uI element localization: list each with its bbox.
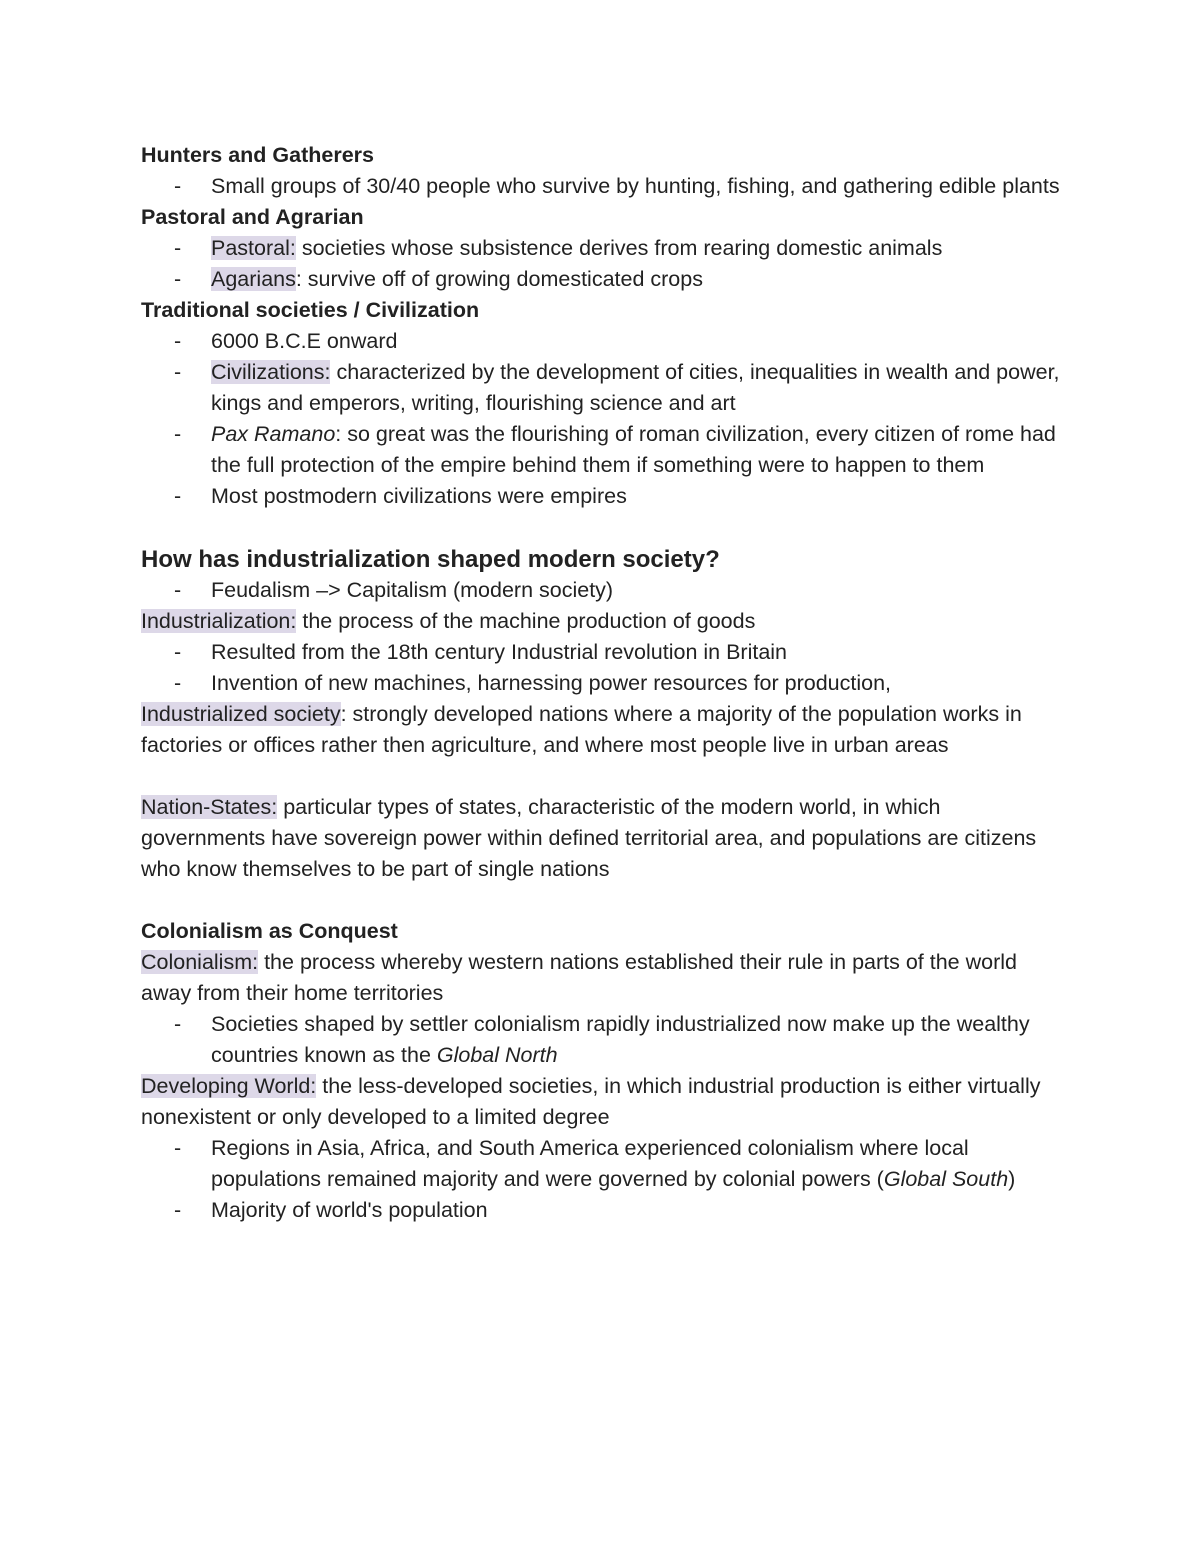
bullet-item [141, 326, 1061, 357]
highlighted-term: Civilizations: [211, 360, 331, 384]
bullet-dash: - [174, 671, 182, 695]
bullet-text: : survive off of growing domesticated crops [295, 267, 703, 291]
definition-text: : strongly developed nations where a majority of the population works in factories or offices rather then agriculture, and where most people live in urban areas [141, 702, 1022, 757]
bullet-dash: - [174, 484, 182, 508]
document-body [141, 140, 1061, 1226]
bullet-dash: - [174, 1136, 182, 1160]
bullet-item [141, 171, 1061, 202]
bullet-item [141, 637, 1061, 668]
bullet-item [141, 481, 1061, 512]
bullet-item [141, 575, 1061, 606]
definition-text: the less-developed societies, in which industrial production is either virtually nonexistent or only developed to a limited degree [141, 1074, 1041, 1129]
bullet-item [141, 264, 1061, 295]
highlighted-term: Developing World: [141, 1074, 317, 1098]
bullet-item [141, 668, 1061, 699]
bullet-dash: - [174, 329, 182, 353]
definition-text: particular types of states, characteristic of the modern world, in which governments have sovereign power within defined territorial area, and populations are citizens who know themselves to be part of single nations [141, 795, 1037, 881]
definition-paragraph [141, 699, 1061, 761]
highlighted-term: Industrialized society [141, 702, 341, 726]
highlighted-term: Agarians [211, 267, 296, 291]
spacer [141, 761, 1061, 792]
bullet-text: Regions in Asia, Africa, and South America experienced colonialism where local populations remained majority and were governed by colonial powers ( [211, 1136, 969, 1191]
bullet-text: 6000 B.C.E onward [211, 329, 398, 353]
bullet-dash: - [174, 1198, 182, 1222]
italic-term: Global South [883, 1167, 1009, 1191]
definition-text: the process whereby western nations established their rule in parts of the world away from their home territories [141, 950, 1017, 1005]
definition-paragraph [141, 1071, 1061, 1133]
heading-traditional-societies: Traditional societies / Civilization [141, 298, 480, 322]
bullet-item [141, 357, 1061, 419]
heading-pastoral-agrarian: Pastoral and Agrarian [141, 205, 364, 229]
bullet-text: Invention of new machines, harnessing power resources for production, [211, 671, 892, 695]
highlighted-term: Nation-States: [141, 795, 278, 819]
highlighted-term: Pastoral: [211, 236, 296, 260]
bullet-dash: - [174, 174, 182, 198]
bullet-text: Small groups of 30/40 people who survive by hunting, fishing, and gathering edible plants [211, 174, 1060, 198]
bullet-dash: - [174, 640, 182, 664]
bullet-item [141, 1133, 1061, 1195]
highlighted-term: Industrialization: [141, 609, 297, 633]
bullet-item [141, 233, 1061, 264]
definition-paragraph [141, 792, 1061, 885]
definition-text: the process of the machine production of goods [296, 609, 756, 633]
bullet-text: Most postmodern civilizations were empires [211, 484, 627, 508]
spacer [141, 885, 1061, 916]
bullet-text: : so great was the flourishing of roman civilization, every citizen of rome had the full protection of the empire behind them if something were to happen to them [211, 422, 1056, 477]
bullet-dash: - [174, 236, 182, 260]
bullet-item [141, 419, 1061, 481]
bullet-item [141, 1195, 1061, 1226]
highlighted-term: Colonialism: [141, 950, 259, 974]
italic-term: Pax Ramano [211, 422, 336, 446]
heading-colonialism: Colonialism as Conquest [141, 919, 398, 943]
bullet-dash: - [174, 1012, 182, 1036]
bullet-dash: - [174, 267, 182, 291]
bullet-dash: - [174, 578, 182, 602]
definition-paragraph [141, 606, 1061, 637]
italic-term: Global North [436, 1043, 558, 1067]
definition-paragraph [141, 947, 1061, 1009]
bullet-dash: - [174, 360, 182, 384]
spacer [141, 512, 1061, 544]
bullet-text: Resulted from the 18th century Industrial revolution in Britain [211, 640, 788, 664]
bullet-text: Majority of world's population [211, 1198, 488, 1222]
bullet-text: characterized by the development of cities, inequalities in wealth and power, kings and emperors, writing, flourishing science and art [211, 360, 1060, 415]
heading-industrialization-question: How has industrialization shaped modern society? [141, 546, 720, 573]
bullet-text: societies whose subsistence derives from rearing domestic animals [295, 236, 943, 260]
bullet-text-close: ) [1008, 1167, 1016, 1191]
bullet-dash: - [174, 422, 182, 446]
bullet-text: Societies shaped by settler colonialism rapidly industrialized now make up the wealthy countries known as the [211, 1012, 1030, 1067]
heading-hunters-gatherers: Hunters and Gatherers [141, 143, 374, 167]
bullet-item [141, 1009, 1061, 1071]
bullet-text: Feudalism –> Capitalism (modern society) [211, 578, 614, 602]
